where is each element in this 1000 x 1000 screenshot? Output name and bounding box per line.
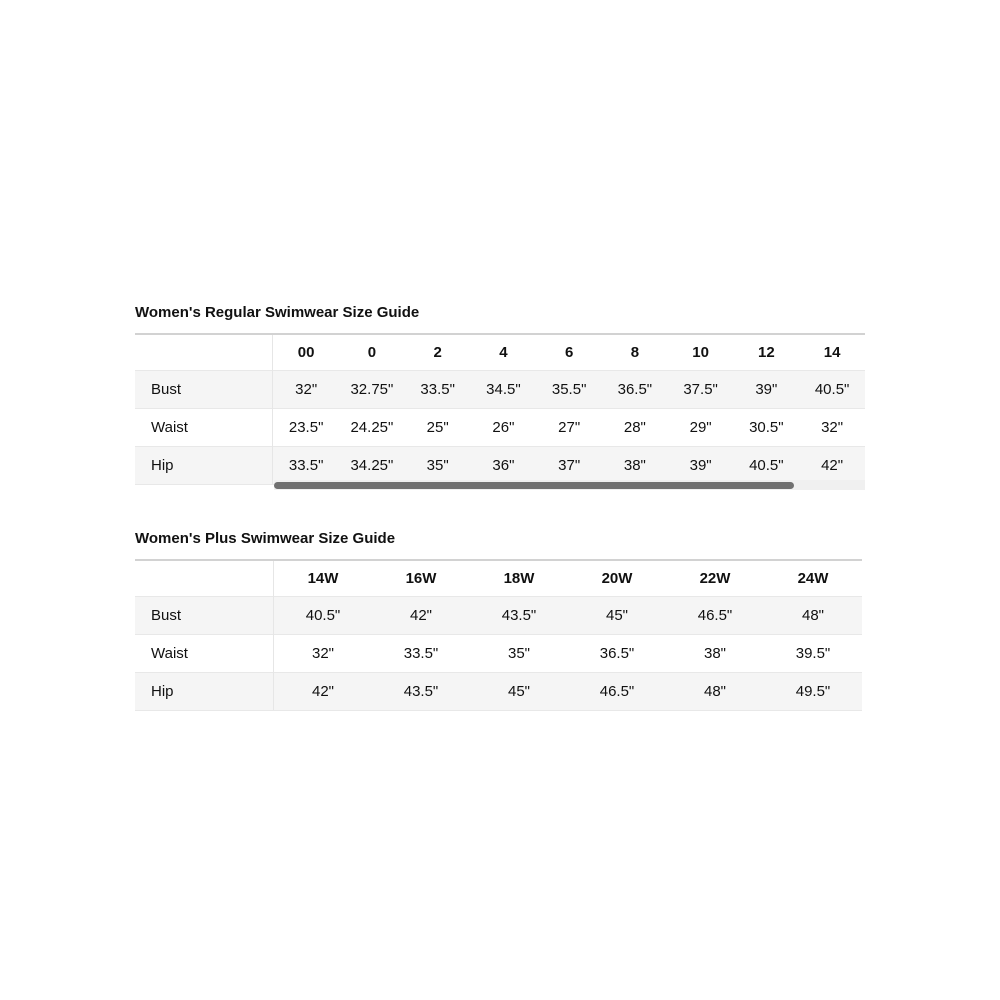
table-cell: 39.5" bbox=[764, 635, 862, 673]
regular-header-row bbox=[135, 334, 865, 371]
table-cell: 38" bbox=[666, 635, 764, 673]
size-header: 20W bbox=[568, 560, 666, 597]
table-cell: 43.5" bbox=[372, 673, 470, 711]
size-header: 4 bbox=[471, 334, 537, 371]
table-cell: 48" bbox=[666, 673, 764, 711]
table-row bbox=[135, 597, 862, 635]
plus-guide-title: Women's Plus Swimwear Size Guide bbox=[135, 530, 396, 547]
table-cell: 33.5" bbox=[405, 371, 471, 409]
table-cell: 26" bbox=[471, 409, 537, 447]
table-cell: 45" bbox=[568, 597, 666, 635]
size-header: 14 bbox=[799, 334, 865, 371]
size-header: 00 bbox=[273, 334, 339, 371]
table-cell: 29" bbox=[668, 409, 734, 447]
table-cell: 35.5" bbox=[536, 371, 602, 409]
table-cell: 25" bbox=[405, 409, 471, 447]
size-header: 16W bbox=[372, 560, 470, 597]
table-row bbox=[135, 673, 862, 711]
scrollbar-thumb[interactable] bbox=[274, 482, 794, 489]
table-row bbox=[135, 409, 865, 447]
table-cell: 42" bbox=[372, 597, 470, 635]
table-cell: 34.25" bbox=[339, 447, 405, 485]
table-row bbox=[135, 447, 865, 485]
size-header: 22W bbox=[666, 560, 764, 597]
table-cell: 39" bbox=[668, 447, 734, 485]
table-cell: 35" bbox=[470, 635, 568, 673]
table-cell: 39" bbox=[733, 371, 799, 409]
table-cell: 40.5" bbox=[733, 447, 799, 485]
plus-corner-cell bbox=[135, 560, 274, 597]
measure-label: Waist bbox=[135, 409, 273, 447]
table-cell: 37.5" bbox=[668, 371, 734, 409]
table-cell: 36.5" bbox=[568, 635, 666, 673]
size-header: 8 bbox=[602, 334, 668, 371]
table-cell: 46.5" bbox=[666, 597, 764, 635]
table-cell: 48" bbox=[764, 597, 862, 635]
plus-size-guide bbox=[135, 529, 865, 711]
plus-header-row bbox=[135, 560, 862, 597]
table-cell: 33.5" bbox=[273, 447, 339, 485]
table-row bbox=[135, 371, 865, 409]
table-cell: 40.5" bbox=[274, 597, 373, 635]
table-cell: 34.5" bbox=[471, 371, 537, 409]
table-row bbox=[135, 635, 862, 673]
size-header: 14W bbox=[274, 560, 373, 597]
measure-label: Waist bbox=[135, 635, 274, 673]
size-header: 12 bbox=[733, 334, 799, 371]
table-cell: 49.5" bbox=[764, 673, 862, 711]
table-cell: 23.5" bbox=[273, 409, 339, 447]
measure-label: Hip bbox=[135, 673, 274, 711]
size-header: 0 bbox=[339, 334, 405, 371]
table-cell: 35" bbox=[405, 447, 471, 485]
size-header: 10 bbox=[668, 334, 734, 371]
table-cell: 45" bbox=[470, 673, 568, 711]
measure-label: Hip bbox=[135, 447, 273, 485]
table-cell: 46.5" bbox=[568, 673, 666, 711]
table-cell: 27" bbox=[536, 409, 602, 447]
table-cell: 32" bbox=[799, 409, 865, 447]
table-cell: 42" bbox=[799, 447, 865, 485]
table-cell: 32.75" bbox=[339, 371, 405, 409]
size-header: 2 bbox=[405, 334, 471, 371]
table-cell: 28" bbox=[602, 409, 668, 447]
table-cell: 43.5" bbox=[470, 597, 568, 635]
table-cell: 40.5" bbox=[799, 371, 865, 409]
table-cell: 38" bbox=[602, 447, 668, 485]
horizontal-scrollbar[interactable] bbox=[274, 480, 865, 490]
table-cell: 36" bbox=[471, 447, 537, 485]
table-cell: 24.25" bbox=[339, 409, 405, 447]
table-cell: 37" bbox=[536, 447, 602, 485]
size-header: 6 bbox=[536, 334, 602, 371]
size-header: 18W bbox=[470, 560, 568, 597]
regular-size-table bbox=[135, 333, 865, 485]
table-cell: 42" bbox=[274, 673, 373, 711]
table-cell: 32" bbox=[273, 371, 339, 409]
plus-size-table bbox=[135, 559, 862, 711]
table-cell: 32" bbox=[274, 635, 373, 673]
regular-guide-title: Women's Regular Swimwear Size Guide bbox=[135, 304, 420, 321]
table-cell: 36.5" bbox=[602, 371, 668, 409]
plus-table-area bbox=[135, 559, 865, 711]
measure-label: Bust bbox=[135, 371, 273, 409]
measure-label: Bust bbox=[135, 597, 274, 635]
table-cell: 33.5" bbox=[372, 635, 470, 673]
size-header: 24W bbox=[764, 560, 862, 597]
regular-corner-cell bbox=[135, 334, 273, 371]
table-cell: 30.5" bbox=[733, 409, 799, 447]
